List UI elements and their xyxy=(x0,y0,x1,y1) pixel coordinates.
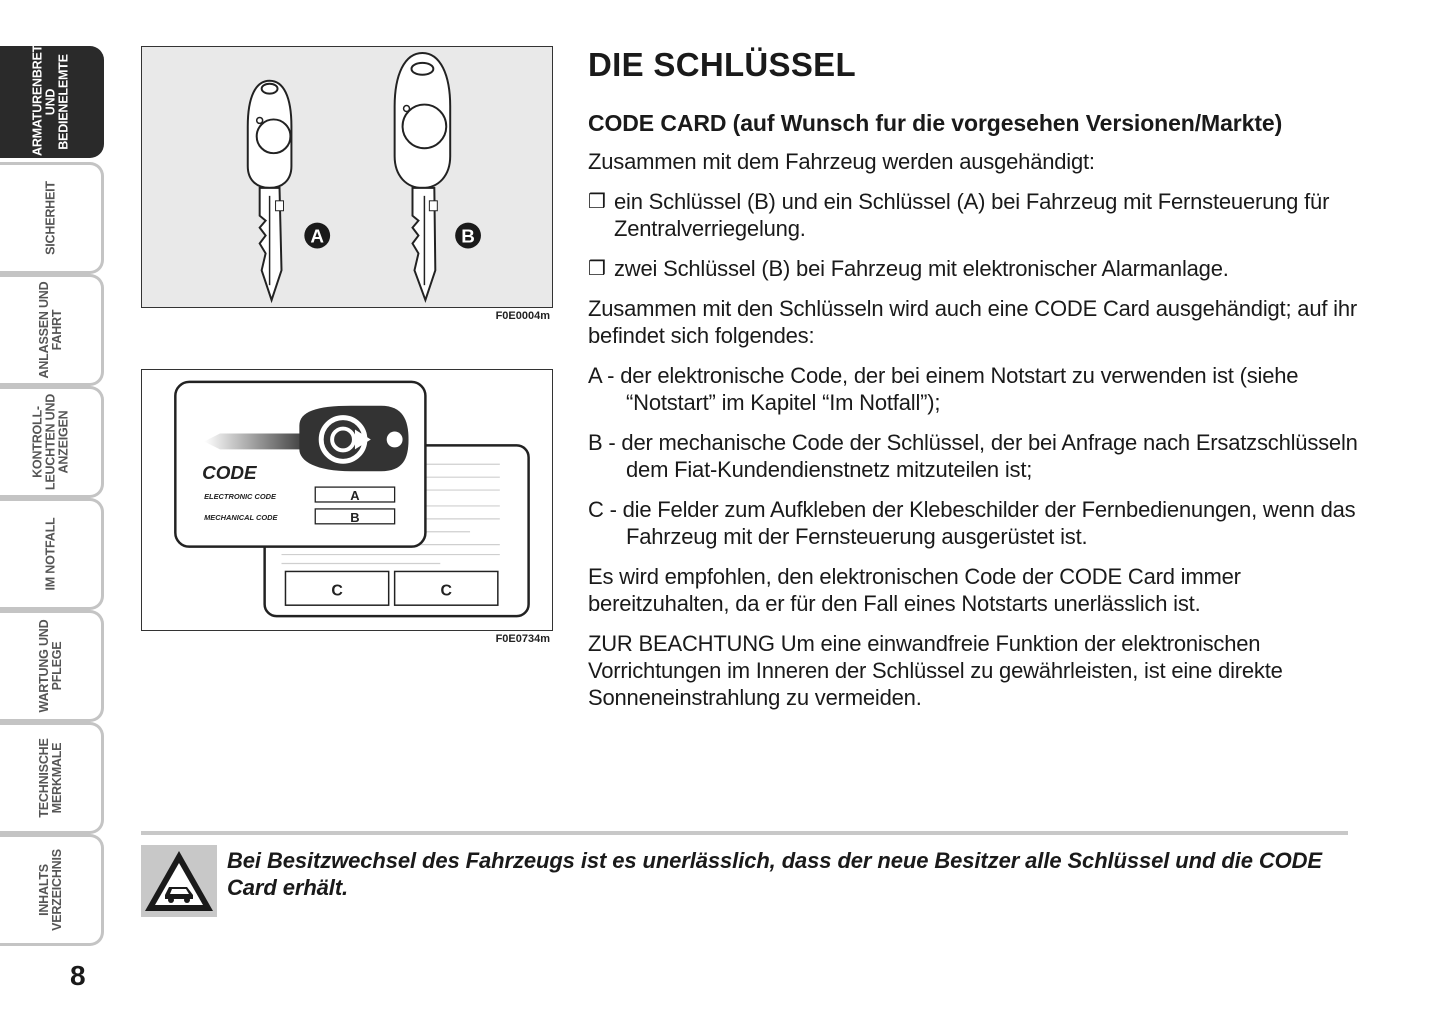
code-item-c: C - die Felder zum Aufkleben der Klebeschilder der Fernbedienungen, wenn das Fahrzeug mit der Fernsteuerung ausgerüstet ist. xyxy=(588,497,1356,549)
keys-figure-caption: F0E0004m xyxy=(495,310,550,322)
tab-label: SICHERHEIT xyxy=(43,181,57,255)
key-b xyxy=(395,53,451,300)
code-card-illustration xyxy=(142,370,552,630)
card-key-blade xyxy=(204,434,301,450)
note-paragraph: ZUR BEACHTUNG Um eine einwandfreie Funktion der elektronischen Vorrichtungen im Inneren der Schlüssel zu gewährleisten, ist eine direkte Sonneneinstrahlung zu vermeiden. xyxy=(588,631,1283,710)
car-warning-icon xyxy=(141,845,217,917)
tab-anlassen-und-fahrt[interactable] xyxy=(0,274,104,386)
code-card-figure-caption: F0E0734m xyxy=(495,633,550,645)
tab-technische-merkmale[interactable] xyxy=(0,722,104,834)
page-number: 8 xyxy=(70,960,86,991)
tab-armaturenbrett[interactable] xyxy=(0,37,104,158)
bullet-item xyxy=(588,188,1368,242)
page-title: DIE SCHLÜSSEL xyxy=(588,46,856,83)
bullet-text: ein Schlüssel (B) und ein Schlüssel (A) bei Fahrzeug mit Fernsteuerung für Zentralverriegelung. xyxy=(614,189,1330,241)
label-a: A xyxy=(310,225,325,247)
code-card-figure xyxy=(141,369,553,631)
keys-figure xyxy=(141,46,553,308)
main-content xyxy=(588,40,1368,711)
tab-kontrollleuchten[interactable] xyxy=(0,386,104,498)
tab-label: IM NOTFALL xyxy=(43,517,57,591)
label-b: B xyxy=(461,225,475,247)
key-a xyxy=(248,81,292,300)
tab-label: TECHNISCHE MERKMALE xyxy=(36,738,64,818)
checkbox-bullet-icon: ❒ xyxy=(588,191,606,213)
keys-illustration xyxy=(142,47,552,307)
electronic-code-label: ELECTRONIC CODE xyxy=(204,492,277,502)
field-a-label: A xyxy=(350,488,360,503)
card-key-dot xyxy=(387,432,403,448)
tab-label: ARMATURENBRETT UND BEDIENELEMTE xyxy=(30,37,70,156)
warning-text: Bei Besitzwechsel des Fahrzeugs ist es unerlässlich, dass der neue Besitzer alle Schlüssel und die CODE Card erhält. xyxy=(227,848,1322,900)
mechanical-code-label: MECHANICAL CODE xyxy=(204,512,278,522)
tab-im-notfall[interactable] xyxy=(0,498,104,610)
tab-label: WARTUNG UND PFLEGE xyxy=(36,619,64,713)
tab-label: KONTROLL- LEUCHTEN UND ANZEIGEN xyxy=(30,393,70,491)
intro-paragraph: Zusammen mit dem Fahrzeug werden ausgehändigt: xyxy=(588,149,1095,174)
card-title: CODE xyxy=(202,462,257,484)
tab-sicherheit[interactable] xyxy=(0,162,104,274)
recommendation-paragraph: Es wird empfohlen, den elektronischen Code der CODE Card immer bereitzuhalten, da er für den Fall eines Notstarts unerlässlich ist. xyxy=(588,564,1241,616)
tab-wartung-und-pflege[interactable] xyxy=(0,610,104,722)
field-b-label: B xyxy=(350,509,360,525)
bullet-text: zwei Schlüssel (B) bei Fahrzeug mit elektronischer Alarmanlage. xyxy=(614,256,1229,281)
warning-divider xyxy=(141,831,1348,835)
warning-icon-box xyxy=(141,845,217,917)
bullet-item xyxy=(588,255,1368,282)
card-intro-paragraph: Zusammen mit den Schlüsseln wird auch eine CODE Card ausgehändigt; auf ihr befindet sich folgendes: xyxy=(588,296,1358,348)
section-heading: CODE CARD (auf Wunsch fur die vorgesehen Versionen/Markte) xyxy=(588,110,1283,136)
tab-label: ANLASSEN UND FAHRT xyxy=(36,281,64,379)
tab-label: INHALTS VERZEICHNIS xyxy=(36,849,64,931)
tab-inhaltsverzeichnis[interactable] xyxy=(0,834,104,946)
field-c2-label: C xyxy=(440,582,452,600)
code-item-a: A - der elektronische Code, der bei einem Notstart zu verwenden ist (siehe “Notstart” im Kapitel “Im Notfall”); xyxy=(588,363,1299,415)
checkbox-bullet-icon: ❒ xyxy=(588,258,606,280)
code-item-b: B - der mechanische Code der Schlüssel, der bei Anfrage nach Ersatzschlüsseln dem Fiat-Kundendienstnetz mitzuteilen ist; xyxy=(588,430,1358,482)
field-c1-label: C xyxy=(331,582,343,600)
